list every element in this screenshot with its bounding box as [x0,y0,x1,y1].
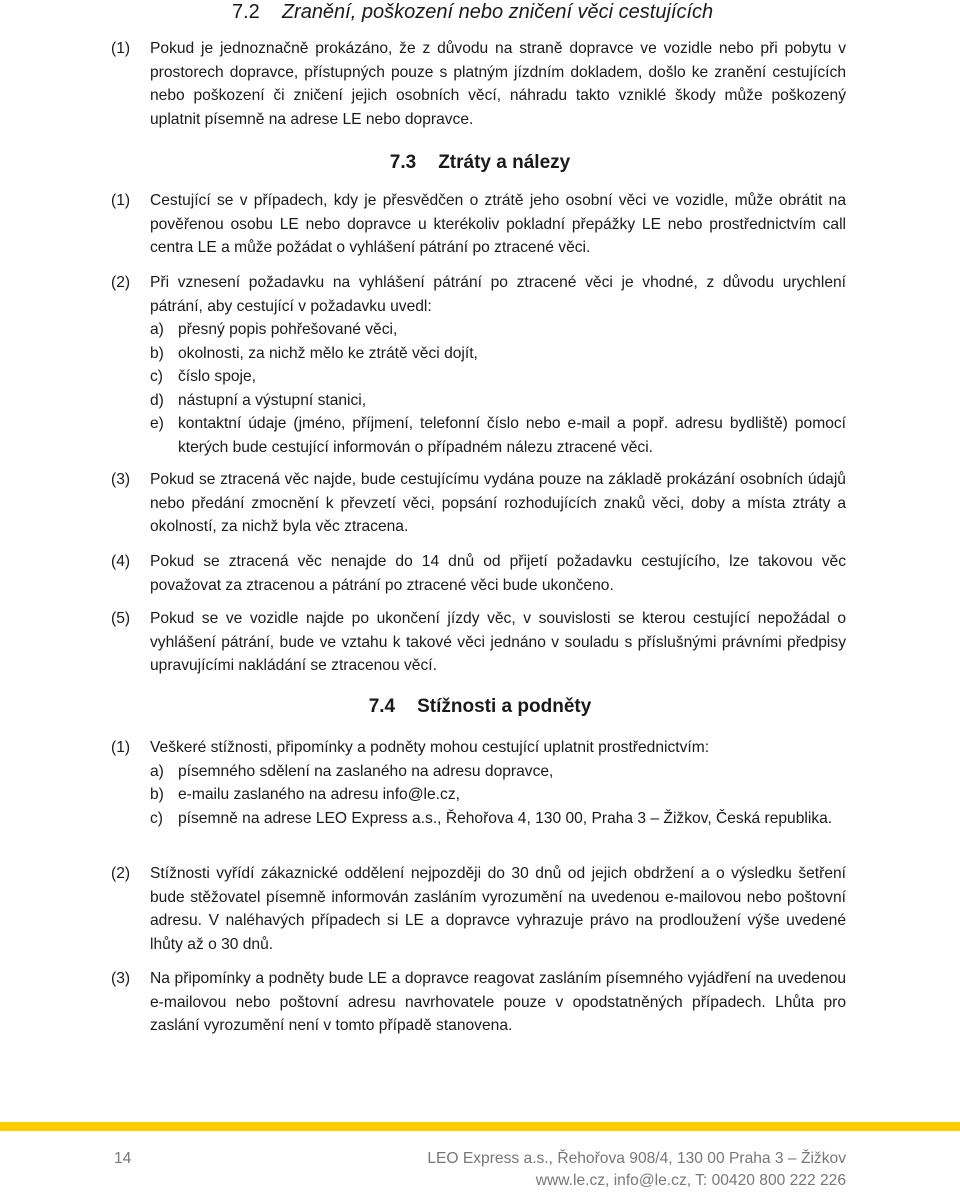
paragraph-label: (2) [111,274,131,291]
paragraph-7-3-2 [111,271,846,459]
list-item-text: okolnosti, za nichž mělo ke ztrátě věci dojít, [178,344,478,362]
section-heading-7-4 [0,695,960,719]
list-item-text: e-mailu zaslaného na adresu info@le.cz, [178,786,460,803]
paragraph-text: Na připomínky a podněty bude LE a dopravce reagovat zasláním písemného vyjádření na uvedenou e-mailovou nebo poštovní adresu navrhovatele pouze v opodstatněných případech. Lhůta pro zaslání vyrozumění není v tomto případě stanovena. [150,970,846,1034]
list-item [150,783,846,807]
paragraph-text [150,271,846,459]
paragraph-7-3-5 [111,607,846,678]
paragraph-text [150,736,846,830]
paragraph-label: (4) [111,553,131,570]
paragraph-text: Pokud se ztracená věc nenajde do 14 dnů od přijetí požadavku cestujícího, lze takovou věc považovat za ztracenou a pátrání po ztracené věci bude ukončeno. [150,553,846,594]
footer-contacts: www.le.cz, info@le.cz, T: 00420 800 222 226 [535,1172,846,1189]
section-number: 7.4 [368,696,396,717]
paragraph-label: (5) [111,610,131,627]
list-item-label: a) [150,321,164,338]
list-item [150,412,846,459]
section-title: Ztráty a nálezy [438,152,571,173]
list-item [150,807,846,831]
section-number: 7.2 [232,1,260,23]
section-heading-7-2 [232,0,713,24]
list-item [150,365,846,389]
paragraph-intro: Veškeré stížnosti, připomínky a podněty mohou cestující uplatnit prostřednictvím: [150,739,710,756]
paragraph-7-4-2 [111,862,846,956]
list-item-text: písemného sdělení na zaslaného na adresu dopravce, [178,762,554,780]
list-item [150,318,846,342]
paragraph-text: Pokud se ve vozidle najde po ukončení jízdy věc, v souvislosti se kterou cestující nepožádal o vyhlášení pátrání, bude ve vztahu k takové věci jednáno v souladu s příslušnými právními předpisy upravujícími nakládání se ztracenou věcí. [150,610,846,674]
paragraph-text: Cestující se v případech, kdy je přesvědčen o ztrátě jeho osobní věci ve vozidle, může obrátit na pověřenou osobu LE nebo dopravce u kterékoliv pokladní přepážky LE nebo prostřednictvím call centra LE a může požádat o vyhlášení pátrání po ztracené věci. [150,192,846,256]
section-number: 7.3 [389,152,417,173]
paragraph-label: (2) [111,865,131,882]
paragraph-7-4-1 [111,736,846,830]
list-item-label: c) [150,368,163,385]
list-item-text: kontaktní údaje (jméno, příjmení, telefonní číslo nebo e-mail a popř. adresu bydliště) pomocí kterých bude cestující informován o případném nálezu ztracené věci. [178,415,846,456]
list-item-text: nástupní a výstupní stanici, [178,391,367,409]
list-item-label: c) [150,809,163,827]
paragraph-label: (1) [111,739,131,756]
paragraph-intro: Při vznesení požadavku na vyhlášení pátrání po ztracené věci je vhodné, z důvodu urychlení pátrání, aby cestující v požadavku uvedl: [150,274,846,315]
list-item-text: písemně na adrese LEO Express a.s., Řehořova 4, 130 00, Praha 3 – Žižkov, Česká republika. [178,809,833,827]
page-number: 14 [114,1150,132,1167]
section-title: Stížnosti a podněty [417,696,592,717]
section-title: Zranění, poškození nebo zničení věci cestujících [281,1,714,23]
paragraph-text: Pokud se ztracená věc najde, bude cestujícímu vydána pouze na základě prokázání osobních údajů nebo předání zmocnění k převzetí věci, popsání rozhodujících znaků věci, doby a místa ztráty a okolností, za nichž byla věc ztracena. [150,471,846,535]
list-item-text: přesný popis pohřešované věci, [178,321,398,338]
paragraph-7-4-3 [111,967,846,1038]
paragraph-label: (1) [111,40,131,57]
list-item [150,389,846,413]
list-item-label: e) [150,415,164,432]
paragraph-label: (1) [111,192,131,209]
list-item-label: b) [150,344,164,362]
paragraph-label: (3) [111,471,131,488]
paragraph-text: Pokud je jednoznačně prokázáno, že z důvodu na straně dopravce ve vozidle nebo při pobytu v prostorech dopravce, přístupných pouze s platným jízdním dokladem, došlo ke zranění cestujících nebo poškození či zničení jejich osobních věcí, náhradu takto vzniklé škody může poškozený uplatnit písemně na adrese LE nebo dopravce. [150,40,846,128]
list-item-text: číslo spoje, [178,368,257,385]
paragraph-7-2-1 [111,37,846,131]
paragraph-7-3-4 [111,550,846,597]
list-item [150,760,846,784]
list-item-label: a) [150,762,164,780]
paragraph-label: (3) [111,970,131,987]
footer-company-address: LEO Express a.s., Řehořova 908/4, 130 00 Praha 3 – Žižkov [427,1150,846,1167]
list-item-label: b) [150,786,164,803]
paragraph-7-3-1 [111,189,846,260]
paragraph-text: Stížnosti vyřídí zákaznické oddělení nejpozději do 30 dnů od jejich obdržení a o výsledku šetření bude stěžovatel písemně informován zasláním vyrozumění na uvedenou e-mailovou nebo poštovní adresu. V naléhavých případech si LE a dopravce vyhrazuje právo na prodloužení výše uvedené lhůty až o 30 dnů. [150,865,846,953]
list-item [150,342,846,366]
paragraph-7-3-3 [111,468,846,539]
list-item-label: d) [150,391,164,409]
section-heading-7-3 [0,151,960,175]
footer-accent-bar [0,1122,960,1131]
